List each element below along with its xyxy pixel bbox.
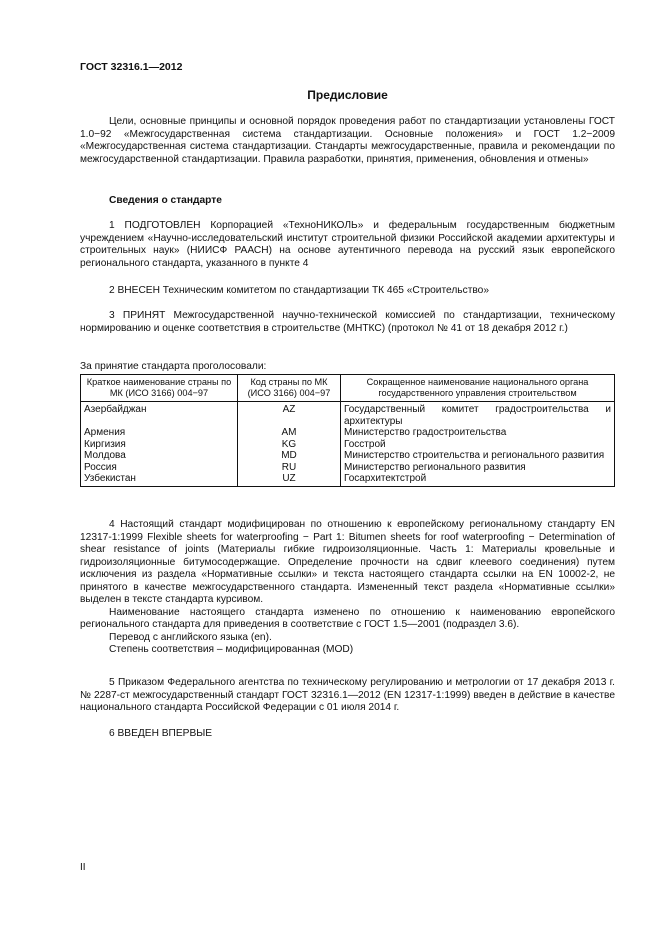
document-id: ГОСТ 32316.1—2012 (80, 61, 183, 73)
header-code: Код страны по МК (ИСО 3166) 004−97 (238, 375, 341, 402)
cell-organ: Госстрой (341, 439, 615, 451)
item-1-text: 1 ПОДГОТОВЛЕН Корпорацией «ТехноНИКОЛЬ» и федеральным государственным бюджетным учреждением «Научно-исследовательский институт строительной физики Российской академии архитектуры и строительных наук» (НИИСФ РААСН) на основе аутентичного перевода на русский язык европейского регионального стандарта, указанного в пункте 4 (80, 220, 615, 269)
intro-text: Цели, основные принципы и основной порядок проведения работ по стандартизации установлены ГОСТ 1.0−92 «Межгосударственная система стандартизации. Основные положения» и ГОСТ 1.2−2009 «Межгосударственная система стандартизации. Стандарты межгосударственные, правила и рекомендации по межгосударственной стандартизации. Правила разработки, принятия, применения, обновления и отмены» (80, 116, 615, 165)
item-4-name-change: Наименование настоящего стандарта изменено по отношению к наименованию европейского регионального стандарта для приведения в соответствие с ГОСТ 1.5—2001 (подраздел 3.6). (80, 606, 615, 630)
table-row (81, 462, 615, 474)
info-heading: Сведения о стандарте (109, 195, 222, 206)
table-row (81, 427, 615, 439)
cell-country: Россия (81, 462, 238, 474)
table-header-row (81, 375, 615, 402)
cell-organ: Государственный комитет градостроительства и архитектуры (341, 402, 615, 428)
cell-country: Киргизия (81, 439, 238, 451)
cell-organ: Министерство регионального развития (341, 462, 615, 474)
item-3 (80, 310, 615, 335)
cell-country: Узбекистан (81, 473, 238, 486)
page-title: Предисловие (307, 88, 388, 102)
cell-country: Азербайджан (81, 402, 238, 428)
cell-code: AZ (238, 402, 341, 428)
item-6-text: 6 ВВЕДЕН ВПЕРВЫЕ (109, 728, 213, 739)
intro-paragraph (80, 116, 615, 166)
item-4-translation: Перевод с английского языка (en). (109, 631, 272, 643)
cell-organ: Госархитектстрой (341, 473, 615, 486)
cell-code: MD (238, 450, 341, 462)
item-4-degree: Степень соответствия – модифицированная (MOD) (109, 644, 354, 655)
item-4-text: 4 Настоящий стандарт модифицирован по отношению к европейскому региональному стандарту EN 12317-1:1999 Flexible sheets for waterproofing − Part 1: Bitumen sheets for roof waterproofing − Determination of shear resistance of joints (Материалы гибкие гидроизоляционные. Часть 1: Материалы кровельные и гидроизоляционные битумосодержащие. Определение прочности на сдвиг клеевого соединения) путем исключения из раздела «Нормативные ссылки» и текста настоящего стандарта ссылки на EN 10002-2, не принятого в качестве межгосударственного стандарта. Измененный текст раздела «Нормативные ссылки» выделен в тексте стандарта курсивом. (80, 519, 615, 605)
cell-country: Молдова (81, 450, 238, 462)
cell-code: AM (238, 427, 341, 439)
item-3-text: 3 ПРИНЯТ Межгосударственной научно-технической комиссией по стандартизации, техническому нормированию и оценке соответствия в строительстве (МНТКС) (протокол № 41 от 18 декабря 2012 г.) (80, 310, 615, 334)
info-heading-block (80, 195, 615, 208)
page-number: II (80, 862, 86, 873)
vote-caption (80, 361, 615, 374)
cell-country: Армения (81, 427, 238, 439)
table-row (81, 402, 615, 428)
item-5 (80, 677, 615, 715)
header-country: Краткое наименование страны по МК (ИСО 3166) 004−97 (81, 375, 238, 402)
cell-code: UZ (238, 473, 341, 486)
table-row (81, 473, 615, 486)
item-2 (80, 285, 615, 298)
vote-caption-text: За принятие стандарта проголосовали: (80, 361, 267, 372)
header-organ: Сокращенное наименование национального органа государственного управления строительством (341, 375, 615, 402)
cell-code: RU (238, 462, 341, 474)
voting-table (80, 374, 615, 487)
item-6 (80, 728, 615, 741)
item-5-text: 5 Приказом Федерального агентства по техническому регулированию и метрологии от 17 декабря 2013 г. № 2287-ст межгосударственный стандарт ГОСТ 32316.1—2012 (EN 12317-1:1999) введен в действие в качестве национального стандарта Российской Федерации с 01 июля 2014 г. (80, 677, 615, 713)
table-row (81, 439, 615, 451)
table-row (81, 450, 615, 462)
item-4 (80, 519, 615, 657)
cell-code: KG (238, 439, 341, 451)
cell-organ: Министерство строительства и регионального развития (341, 450, 615, 462)
cell-organ: Министерство градостроительства (341, 427, 615, 439)
item-1 (80, 220, 615, 270)
item-2-text: 2 ВНЕСЕН Техническим комитетом по стандартизации ТК 465 «Строительство» (109, 285, 489, 296)
